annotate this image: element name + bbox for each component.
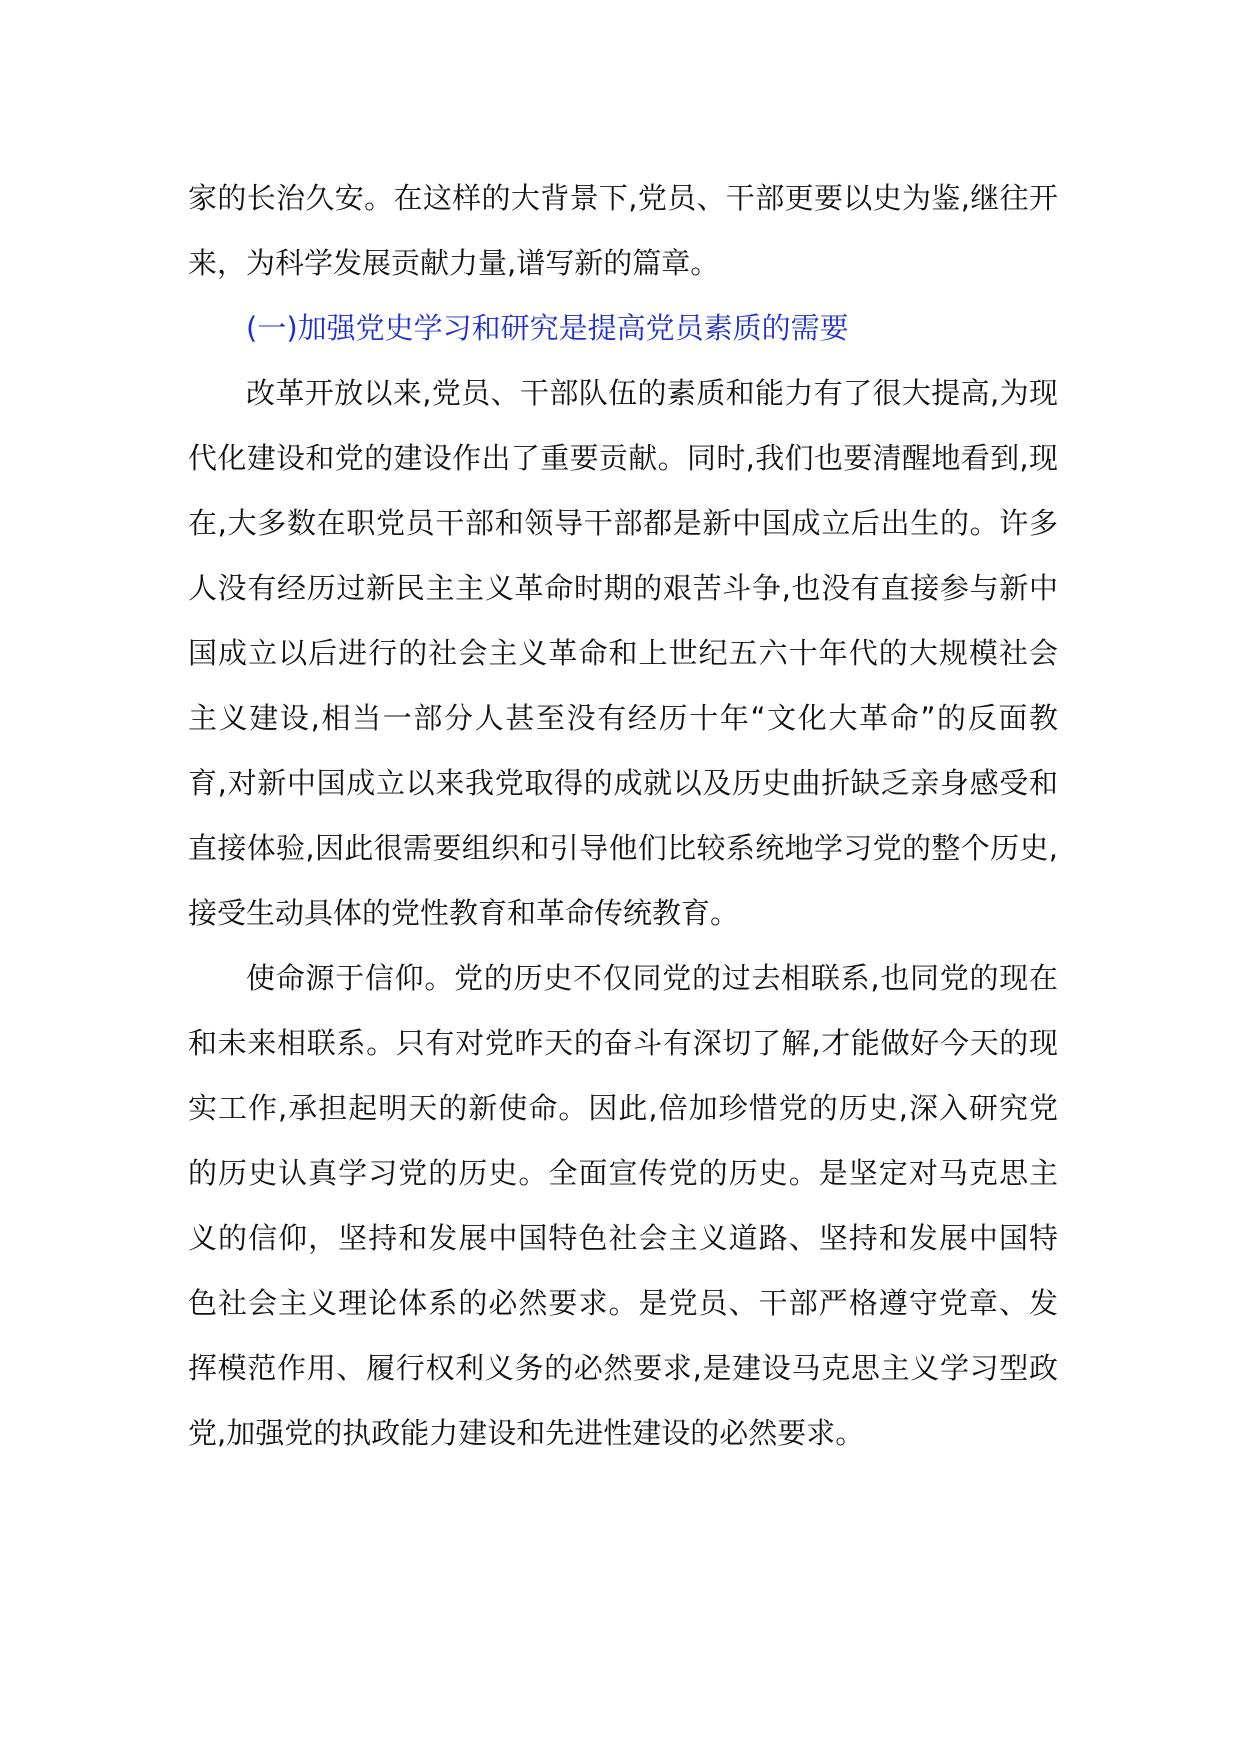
text-line: 挥模范作用、履行权利义务的必然要求,是建设马克思主义学习型政 [188, 1351, 1058, 1385]
text-line: 在,大多数在职党员干部和领导干部都是新中国成立后出生的。许多 [188, 506, 1058, 540]
text-line: 使命源于信仰。党的历史不仅同党的过去相联系,也同党的现在 [246, 961, 1058, 995]
section-heading-text: (一)加强党史学习和研究是提高党员素质的需要 [246, 311, 849, 345]
text-line: 国成立以后进行的社会主义革命和上世纪五六十年代的大规模社会 [188, 636, 1058, 670]
document-body [188, 166, 1058, 1466]
text-line: 色社会主义理论体系的必然要求。是党员、干部严格遵守党章、发 [188, 1286, 1058, 1320]
paragraph-reform [188, 361, 1058, 946]
text-line: 接受生动具体的党性教育和革命传统教育。 [188, 896, 740, 930]
text-line: 家的长治久安。在这样的大背景下,党员、干部更要以史为鉴,继往开 [188, 181, 1058, 215]
text-line: 和未来相联系。只有对党昨天的奋斗有深切了解,才能做好今天的现 [188, 1026, 1058, 1060]
text-line: 育,对新中国成立以来我党取得的成就以及历史曲折缺乏亲身感受和 [188, 766, 1058, 800]
text-line: 代化建设和党的建设作出了重要贡献。同时,我们也要清醒地看到,现 [188, 441, 1058, 475]
text-line: 主义建设,相当一部分人甚至没有经历十年“文化大革命”的反面教 [188, 701, 1058, 735]
text-line: 直接体验,因此很需要组织和引导他们比较系统地学习党的整个历史, [188, 831, 1058, 865]
text-line: 改革开放以来,党员、干部队伍的素质和能力有了很大提高,为现 [246, 376, 1058, 410]
text-line: 来，为科学发展贡献力量,谱写新的篇章。 [188, 246, 720, 280]
section-heading [188, 296, 1058, 361]
text-line: 的历史认真学习党的历史。全面宣传党的历史。是坚定对马克思主 [188, 1156, 1058, 1190]
text-line: 党,加强党的执政能力建设和先进性建设的必然要求。 [188, 1416, 865, 1450]
text-line: 人没有经历过新民主主义革命时期的艰苦斗争,也没有直接参与新中 [188, 571, 1058, 605]
paragraph-mission [188, 946, 1058, 1466]
text-line: 义的信仰，坚持和发展中国特色社会主义道路、坚持和发展中国特 [188, 1221, 1058, 1255]
text-line: 实工作,承担起明天的新使命。因此,倍加珍惜党的历史,深入研究党 [188, 1091, 1058, 1125]
paragraph-continuation [188, 166, 1058, 296]
